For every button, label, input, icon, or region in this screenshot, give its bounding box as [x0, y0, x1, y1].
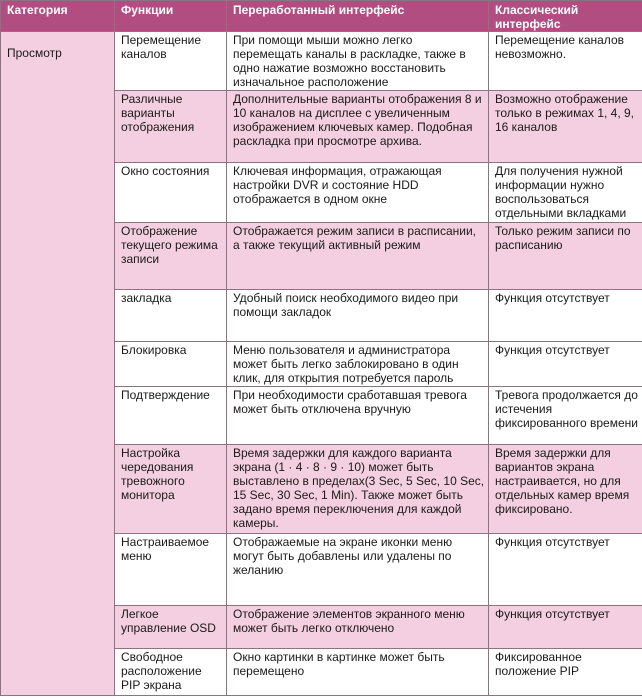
new-ui-cell: Время задержки для каждого варианта экрана (1 · 4 · 8 · 9 · 10) может быть выставлено в пределах(3 Sec, 5 Sec, 10 Sec, 15 Sec, 30 Sec, 1 Min). Также может быть задано время переключения для каждой камеры. [227, 445, 489, 534]
classic-ui-cell: Функция отсутствует [489, 290, 642, 342]
function-cell: Отображение текущего режима записи [115, 223, 227, 290]
function-cell: Окно состояния [115, 163, 227, 223]
new-ui-cell: Отображаемые на экране иконки меню могут быть добавлены или удалены по желанию [227, 534, 489, 606]
header-classic-ui: Классический интерфейс [489, 1, 642, 32]
classic-ui-cell: Фиксированное положение PIP [489, 649, 642, 696]
header-new-ui: Переработанный интерфейс [227, 1, 489, 32]
new-ui-cell: Дополнительные варианты отображения 8 и 10 каналов на дисплее с увеличенным изображением ключевых камер. Подобная раскладка при просмотре архива. [227, 91, 489, 163]
header-function: Функции [115, 1, 227, 32]
new-ui-cell: Отображается режим записи в расписании, а также текущий активный режим [227, 223, 489, 290]
function-cell: Различные варианты отображения [115, 91, 227, 163]
classic-ui-cell: Только режим записи по расписанию [489, 223, 642, 290]
category-cell: Просмотр [1, 32, 115, 696]
new-ui-cell: При помощи мыши можно легко перемещать каналы в раскладке, также в одно нажатие возможно восстановить изначальное расположение [227, 32, 489, 91]
classic-ui-cell: Тревога продолжается до истечения фиксированного времени [489, 387, 642, 445]
new-ui-cell: Окно картинки в картинке может быть перемещено [227, 649, 489, 696]
new-ui-cell: Отображение элементов экранного меню может быть легко отключено [227, 606, 489, 649]
function-cell: Настройка чередования тревожного монитора [115, 445, 227, 534]
classic-ui-cell: Возможно отображение только в режимах 1, 4, 9, 16 каналов [489, 91, 642, 163]
function-cell: закладка [115, 290, 227, 342]
classic-ui-cell: Функция отсутствует [489, 534, 642, 606]
function-cell: Подтверждение [115, 387, 227, 445]
function-cell: Перемещение каналов [115, 32, 227, 91]
new-ui-cell: При необходимости сработавшая тревога может быть отключена вручную [227, 387, 489, 445]
classic-ui-cell: Функция отсутствует [489, 606, 642, 649]
classic-ui-cell: Перемещение каналов невозможно. [489, 32, 642, 91]
classic-ui-cell: Время задержки для вариантов экрана настраивается, но для отдельных камер время фиксировано. [489, 445, 642, 534]
new-ui-cell: Удобный поиск необходимого видео при помощи закладок [227, 290, 489, 342]
classic-ui-cell: Для получения нужной информации нужно воспользоваться отдельными вкладками [489, 163, 642, 223]
function-cell: Блокировка [115, 342, 227, 387]
function-cell: Легкое управление OSD [115, 606, 227, 649]
function-cell: Настраиваемое меню [115, 534, 227, 606]
classic-ui-cell: Функция отсутствует [489, 342, 642, 387]
table-row [1, 32, 642, 91]
new-ui-cell: Ключевая информация, отражающая настройки DVR и состояние HDD отображается в одном окне [227, 163, 489, 223]
header-row [1, 1, 642, 32]
new-ui-cell: Меню пользователя и администратора может быть легко заблокировано в один клик, для открытия потребуется пароль [227, 342, 489, 387]
header-category: Категория [1, 1, 115, 32]
function-cell: Свободное расположение PIP экрана [115, 649, 227, 696]
